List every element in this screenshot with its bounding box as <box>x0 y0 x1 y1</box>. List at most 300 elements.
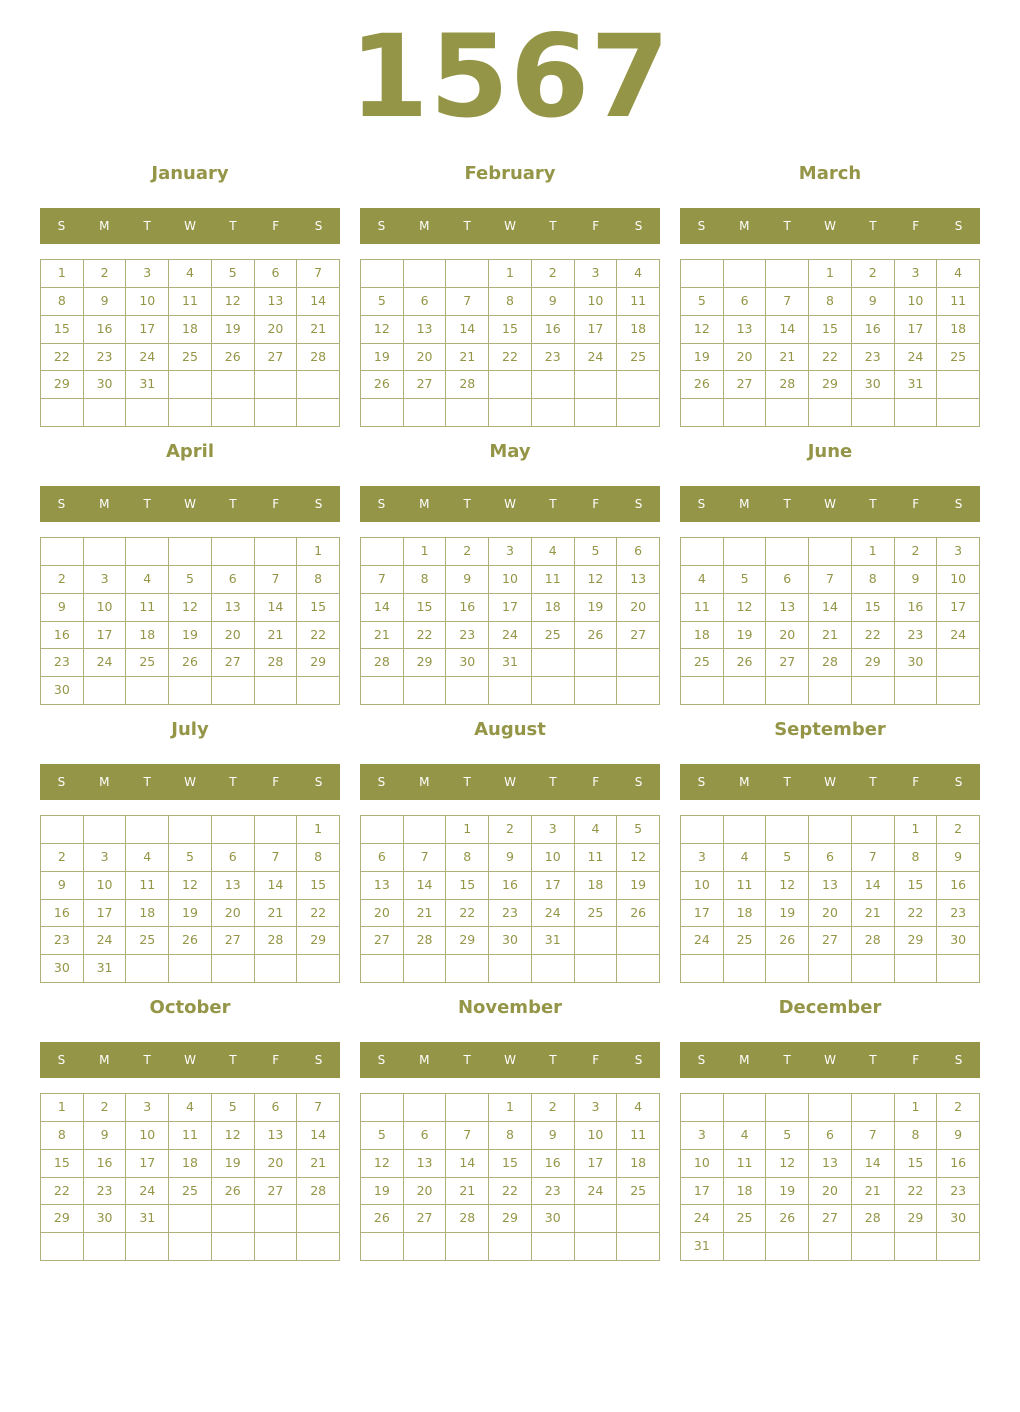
day-cell: 17 <box>489 594 532 622</box>
day-cell: 1 <box>809 260 852 288</box>
day-cell: 25 <box>681 649 724 677</box>
empty-cell <box>895 399 938 427</box>
day-cell: 11 <box>532 566 575 594</box>
weekday-label: T <box>143 497 151 511</box>
day-cell: 14 <box>766 316 809 344</box>
empty-cell <box>575 1233 618 1261</box>
empty-cell <box>297 1233 340 1261</box>
day-cell: 11 <box>617 288 660 316</box>
weekday-label: M <box>99 497 110 511</box>
day-cell: 26 <box>617 900 660 928</box>
empty-cell <box>724 677 767 705</box>
day-cell: 6 <box>404 288 447 316</box>
empty-cell <box>681 1094 724 1122</box>
empty-cell <box>169 677 212 705</box>
day-cell: 17 <box>937 594 980 622</box>
empty-cell <box>41 1233 84 1261</box>
empty-cell <box>255 1205 298 1233</box>
day-cell: 13 <box>404 1150 447 1178</box>
day-cell: 28 <box>446 1205 489 1233</box>
day-cell: 13 <box>212 872 255 900</box>
day-cell: 10 <box>575 288 618 316</box>
empty-cell <box>169 399 212 427</box>
day-cell: 13 <box>809 872 852 900</box>
empty-cell <box>937 1233 980 1261</box>
day-cell: 30 <box>937 1205 980 1233</box>
empty-cell <box>489 677 532 705</box>
empty-cell <box>766 677 809 705</box>
day-cell: 3 <box>575 260 618 288</box>
day-cell: 8 <box>297 566 340 594</box>
day-cell: 9 <box>41 594 84 622</box>
day-cell: 13 <box>617 566 660 594</box>
weekday-label: S <box>954 219 963 233</box>
month-name: June <box>807 441 853 462</box>
empty-cell <box>617 399 660 427</box>
weekday-label: S <box>377 497 386 511</box>
empty-cell <box>255 677 298 705</box>
day-cell: 12 <box>212 288 255 316</box>
weekday-header <box>680 764 980 800</box>
day-cell: 2 <box>895 538 938 566</box>
empty-cell <box>212 538 255 566</box>
weekday-label: M <box>739 497 750 511</box>
day-cell: 20 <box>404 1178 447 1206</box>
empty-cell <box>255 816 298 844</box>
empty-cell <box>489 371 532 399</box>
day-cell: 12 <box>766 872 809 900</box>
weekday-label: M <box>739 219 750 233</box>
day-cell: 25 <box>724 1205 767 1233</box>
weekday-label: S <box>377 219 386 233</box>
day-cell: 14 <box>852 1150 895 1178</box>
day-cell: 22 <box>895 1178 938 1206</box>
day-cell: 5 <box>212 260 255 288</box>
empty-cell <box>809 1233 852 1261</box>
empty-cell <box>126 955 169 983</box>
empty-cell <box>809 816 852 844</box>
day-cell: 29 <box>895 1205 938 1233</box>
day-cell: 3 <box>126 260 169 288</box>
day-cell: 14 <box>255 594 298 622</box>
empty-cell <box>126 1233 169 1261</box>
day-cell: 25 <box>532 622 575 650</box>
day-cell: 11 <box>126 872 169 900</box>
weekday-label: T <box>869 1053 877 1067</box>
empty-cell <box>724 955 767 983</box>
empty-cell <box>937 399 980 427</box>
day-cell: 24 <box>126 344 169 372</box>
weekday-label: T <box>549 1053 557 1067</box>
weekday-label: F <box>272 497 280 511</box>
day-cell: 13 <box>212 594 255 622</box>
day-cell: 14 <box>255 872 298 900</box>
day-cell: 29 <box>852 649 895 677</box>
weekday-label: S <box>377 1053 386 1067</box>
day-cell: 22 <box>297 900 340 928</box>
day-cell: 9 <box>84 1122 127 1150</box>
empty-cell <box>404 677 447 705</box>
day-cell: 4 <box>724 1122 767 1150</box>
day-cell: 31 <box>489 649 532 677</box>
month-name: October <box>149 997 231 1018</box>
day-cell: 23 <box>895 622 938 650</box>
day-cell: 17 <box>84 900 127 928</box>
empty-cell <box>84 1233 127 1261</box>
empty-cell <box>41 816 84 844</box>
day-cell: 5 <box>361 1122 404 1150</box>
day-cell: 19 <box>766 900 809 928</box>
empty-cell <box>255 538 298 566</box>
month-name: March <box>798 163 862 184</box>
empty-cell <box>297 677 340 705</box>
empty-cell <box>681 399 724 427</box>
month-name: August <box>474 719 546 740</box>
day-cell: 25 <box>575 900 618 928</box>
day-cell: 18 <box>126 900 169 928</box>
weekday-label: F <box>592 775 600 789</box>
empty-cell <box>489 955 532 983</box>
empty-cell <box>41 538 84 566</box>
day-cell: 16 <box>446 594 489 622</box>
empty-cell <box>212 955 255 983</box>
day-cell: 23 <box>937 900 980 928</box>
day-cell: 22 <box>41 1178 84 1206</box>
day-cell: 8 <box>852 566 895 594</box>
day-cell: 6 <box>809 844 852 872</box>
day-cell: 30 <box>895 649 938 677</box>
weekday-label: M <box>419 219 430 233</box>
empty-cell <box>169 1205 212 1233</box>
day-cell: 13 <box>404 316 447 344</box>
day-cell: 20 <box>404 344 447 372</box>
empty-cell <box>895 955 938 983</box>
empty-cell <box>895 1233 938 1261</box>
day-cell: 27 <box>212 927 255 955</box>
empty-cell <box>617 1205 660 1233</box>
day-cell: 12 <box>575 566 618 594</box>
day-cell: 25 <box>617 344 660 372</box>
day-cell: 2 <box>937 816 980 844</box>
empty-cell <box>169 816 212 844</box>
weekday-label: T <box>783 775 791 789</box>
empty-cell <box>681 677 724 705</box>
month-name: November <box>457 997 563 1018</box>
day-cell: 12 <box>361 1150 404 1178</box>
day-cell: 8 <box>895 844 938 872</box>
day-cell: 5 <box>724 566 767 594</box>
day-cell: 2 <box>41 844 84 872</box>
day-cell: 4 <box>937 260 980 288</box>
empty-cell <box>255 1233 298 1261</box>
day-cell: 23 <box>446 622 489 650</box>
day-cell: 10 <box>126 288 169 316</box>
day-cell: 21 <box>852 900 895 928</box>
empty-cell <box>212 1233 255 1261</box>
day-cell: 7 <box>255 566 298 594</box>
day-cell: 1 <box>852 538 895 566</box>
weekday-label: S <box>314 1053 323 1067</box>
empty-cell <box>489 399 532 427</box>
empty-cell <box>446 1094 489 1122</box>
weekday-label: F <box>912 497 920 511</box>
empty-cell <box>575 955 618 983</box>
day-cell: 30 <box>84 371 127 399</box>
day-cell: 2 <box>937 1094 980 1122</box>
month-name: April <box>165 441 215 462</box>
day-cell: 12 <box>212 1122 255 1150</box>
empty-cell <box>724 1094 767 1122</box>
day-cell: 31 <box>895 371 938 399</box>
weekday-label: W <box>504 1053 516 1067</box>
weekday-label: S <box>314 219 323 233</box>
empty-cell <box>361 399 404 427</box>
empty-cell <box>852 1094 895 1122</box>
day-cell: 2 <box>532 1094 575 1122</box>
day-cell: 6 <box>255 1094 298 1122</box>
day-cell: 7 <box>809 566 852 594</box>
day-cell: 22 <box>297 622 340 650</box>
empty-cell <box>809 1094 852 1122</box>
day-cell: 22 <box>852 622 895 650</box>
empty-cell <box>446 399 489 427</box>
day-cell: 4 <box>575 816 618 844</box>
day-grid <box>680 259 980 427</box>
day-cell: 19 <box>212 316 255 344</box>
weekday-label: S <box>57 497 66 511</box>
day-cell: 3 <box>126 1094 169 1122</box>
empty-cell <box>255 399 298 427</box>
empty-cell <box>724 399 767 427</box>
day-cell: 7 <box>404 844 447 872</box>
day-cell: 1 <box>404 538 447 566</box>
weekday-label: S <box>314 497 323 511</box>
weekday-label: T <box>783 1053 791 1067</box>
day-cell: 24 <box>489 622 532 650</box>
day-cell: 30 <box>489 927 532 955</box>
day-cell: 11 <box>575 844 618 872</box>
day-cell: 9 <box>532 288 575 316</box>
day-cell: 4 <box>169 260 212 288</box>
day-grid <box>680 815 980 983</box>
day-cell: 24 <box>681 927 724 955</box>
day-grid <box>40 259 340 427</box>
day-cell: 16 <box>937 1150 980 1178</box>
day-cell: 22 <box>404 622 447 650</box>
day-cell: 10 <box>126 1122 169 1150</box>
day-cell: 19 <box>169 900 212 928</box>
day-cell: 28 <box>404 927 447 955</box>
empty-cell <box>169 538 212 566</box>
weekday-label: S <box>697 1053 706 1067</box>
day-cell: 4 <box>169 1094 212 1122</box>
day-cell: 21 <box>809 622 852 650</box>
empty-cell <box>617 955 660 983</box>
empty-cell <box>617 649 660 677</box>
day-cell: 27 <box>809 1205 852 1233</box>
day-cell: 26 <box>681 371 724 399</box>
day-cell: 28 <box>297 344 340 372</box>
day-cell: 2 <box>84 1094 127 1122</box>
year-title: 1567 <box>349 10 671 143</box>
day-grid <box>680 537 980 705</box>
day-cell: 3 <box>489 538 532 566</box>
day-cell: 8 <box>41 288 84 316</box>
day-cell: 23 <box>84 344 127 372</box>
day-cell: 7 <box>446 288 489 316</box>
day-cell: 29 <box>895 927 938 955</box>
day-cell: 23 <box>41 927 84 955</box>
day-cell: 24 <box>126 1178 169 1206</box>
empty-cell <box>724 1233 767 1261</box>
day-cell: 21 <box>297 316 340 344</box>
day-cell: 14 <box>852 872 895 900</box>
empty-cell <box>852 1233 895 1261</box>
empty-cell <box>84 677 127 705</box>
day-cell: 9 <box>937 1122 980 1150</box>
day-cell: 8 <box>297 844 340 872</box>
day-cell: 16 <box>532 316 575 344</box>
weekday-label: S <box>954 775 963 789</box>
day-cell: 22 <box>446 900 489 928</box>
day-cell: 21 <box>446 344 489 372</box>
day-cell: 17 <box>681 1178 724 1206</box>
day-cell: 23 <box>937 1178 980 1206</box>
empty-cell <box>404 955 447 983</box>
day-cell: 21 <box>255 900 298 928</box>
day-grid <box>40 537 340 705</box>
day-cell: 17 <box>84 622 127 650</box>
day-cell: 18 <box>937 316 980 344</box>
day-cell: 8 <box>41 1122 84 1150</box>
weekday-header <box>40 486 340 522</box>
day-cell: 14 <box>297 1122 340 1150</box>
day-cell: 28 <box>297 1178 340 1206</box>
day-cell: 29 <box>404 649 447 677</box>
empty-cell <box>41 399 84 427</box>
day-cell: 23 <box>852 344 895 372</box>
day-cell: 9 <box>84 288 127 316</box>
day-cell: 19 <box>617 872 660 900</box>
day-grid <box>360 537 660 705</box>
day-cell: 10 <box>681 872 724 900</box>
day-grid <box>360 1093 660 1261</box>
day-cell: 3 <box>575 1094 618 1122</box>
day-cell: 26 <box>212 344 255 372</box>
day-cell: 5 <box>575 538 618 566</box>
day-cell: 9 <box>895 566 938 594</box>
weekday-label: T <box>549 775 557 789</box>
empty-cell <box>724 816 767 844</box>
day-cell: 4 <box>126 844 169 872</box>
weekday-header <box>680 1042 980 1078</box>
day-cell: 16 <box>84 316 127 344</box>
empty-cell <box>84 538 127 566</box>
weekday-label: F <box>592 1053 600 1067</box>
day-cell: 10 <box>681 1150 724 1178</box>
day-cell: 29 <box>41 371 84 399</box>
day-cell: 12 <box>766 1150 809 1178</box>
weekday-label: W <box>504 497 516 511</box>
day-cell: 28 <box>255 927 298 955</box>
empty-cell <box>446 955 489 983</box>
day-cell: 3 <box>937 538 980 566</box>
day-cell: 23 <box>41 649 84 677</box>
day-grid <box>40 815 340 983</box>
weekday-label: S <box>697 497 706 511</box>
empty-cell <box>126 538 169 566</box>
day-cell: 2 <box>852 260 895 288</box>
day-cell: 2 <box>84 260 127 288</box>
empty-cell <box>404 260 447 288</box>
day-cell: 31 <box>84 955 127 983</box>
weekday-label: F <box>272 1053 280 1067</box>
empty-cell <box>681 260 724 288</box>
day-cell: 5 <box>766 1122 809 1150</box>
day-cell: 3 <box>895 260 938 288</box>
day-grid <box>360 815 660 983</box>
empty-cell <box>937 649 980 677</box>
empty-cell <box>361 538 404 566</box>
day-cell: 16 <box>852 316 895 344</box>
day-cell: 20 <box>809 900 852 928</box>
day-cell: 22 <box>489 344 532 372</box>
day-cell: 1 <box>489 1094 532 1122</box>
empty-cell <box>766 399 809 427</box>
day-cell: 13 <box>724 316 767 344</box>
empty-cell <box>297 955 340 983</box>
empty-cell <box>575 927 618 955</box>
day-cell: 29 <box>297 927 340 955</box>
day-cell: 28 <box>446 371 489 399</box>
weekday-label: S <box>954 497 963 511</box>
empty-cell <box>766 955 809 983</box>
weekday-label: M <box>99 1053 110 1067</box>
day-cell: 18 <box>126 622 169 650</box>
day-cell: 16 <box>41 900 84 928</box>
day-cell: 25 <box>126 649 169 677</box>
weekday-header <box>40 208 340 244</box>
day-cell: 7 <box>361 566 404 594</box>
day-cell: 24 <box>575 1178 618 1206</box>
empty-cell <box>212 399 255 427</box>
day-cell: 9 <box>41 872 84 900</box>
weekday-label: W <box>824 219 836 233</box>
month-name: May <box>489 441 531 462</box>
day-cell: 26 <box>169 927 212 955</box>
empty-cell <box>575 371 618 399</box>
day-cell: 10 <box>84 594 127 622</box>
day-cell: 26 <box>361 371 404 399</box>
empty-cell <box>575 399 618 427</box>
day-cell: 28 <box>809 649 852 677</box>
day-cell: 1 <box>489 260 532 288</box>
weekday-label: T <box>869 219 877 233</box>
day-cell: 23 <box>84 1178 127 1206</box>
empty-cell <box>895 677 938 705</box>
day-cell: 26 <box>169 649 212 677</box>
day-cell: 27 <box>809 927 852 955</box>
day-cell: 7 <box>297 260 340 288</box>
day-cell: 15 <box>895 1150 938 1178</box>
weekday-label: T <box>783 497 791 511</box>
day-cell: 20 <box>724 344 767 372</box>
day-cell: 19 <box>169 622 212 650</box>
empty-cell <box>766 260 809 288</box>
day-cell: 18 <box>575 872 618 900</box>
day-cell: 24 <box>681 1205 724 1233</box>
day-cell: 17 <box>895 316 938 344</box>
